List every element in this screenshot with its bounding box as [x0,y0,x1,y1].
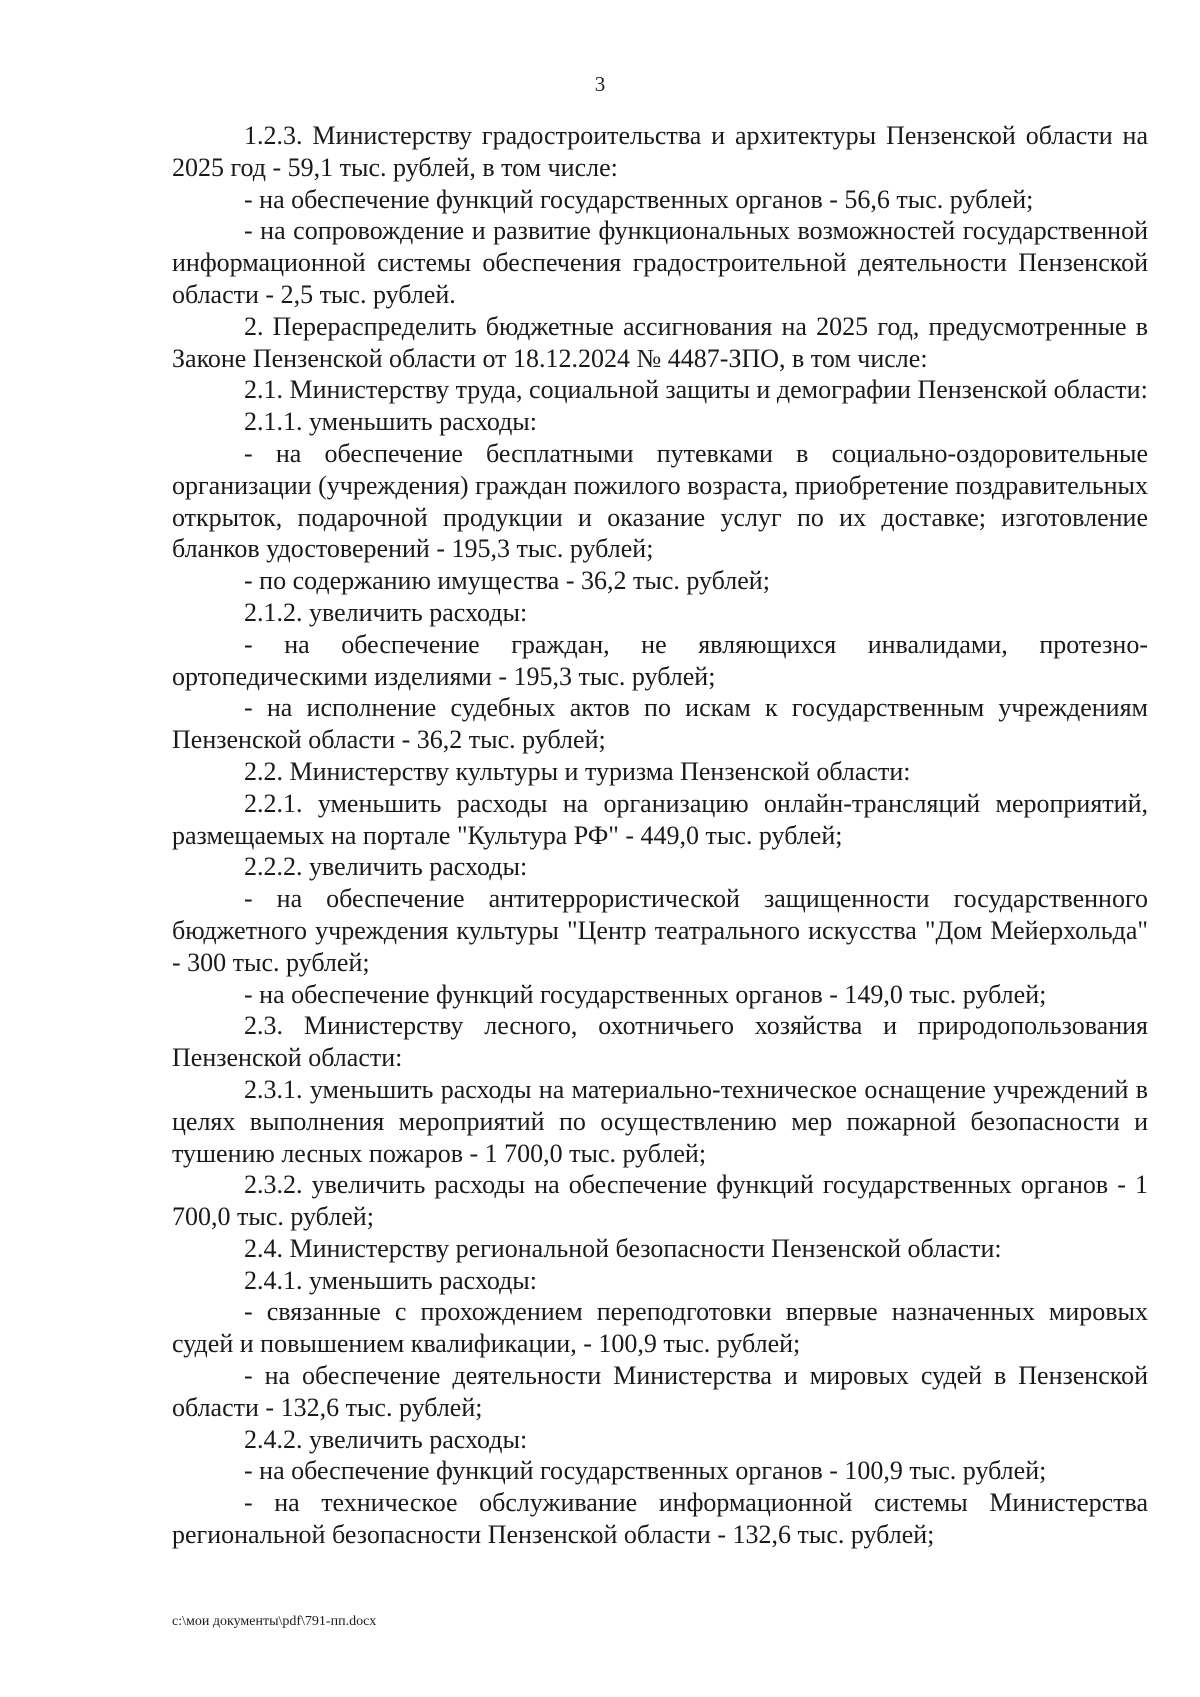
paragraph-item-state-bodies: - на обеспечение функций государственных органов - 56,6 тыс. рублей; [244,184,1034,214]
page-number: 3 [594,72,606,96]
paragraph-item-vouchers: - на обеспечение бесплатными путевками в социально-оздоровительные организации (учреждения) граждан пожилого возраста, приобретение поздравительных открыток, подарочной продукции и оказание услуг по их доставке; изготовление бланков удостоверений - 195,3 тыс. рублей; [172,438,1148,564]
paragraph-2: 2. Перераспределить бюджетные ассигнования на 2025 год, предусмотренные в Законе Пензенской области от 18.12.2024 № 4487-ЗПО, в том числе: [172,311,1148,373]
paragraph-item-prosthetics: - на обеспечение граждан, не являющихся инвалидами, протезно-ортопедическими изделиями - 195,3 тыс. рублей; [172,629,1148,691]
paragraph-2-4: 2.4. Министерству региональной безопасности Пензенской области: [244,1233,1002,1263]
paragraph-item-property: - по содержанию имущества - 36,2 тыс. рублей; [244,566,770,596]
paragraph-2-3-2: 2.3.2. увеличить расходы на обеспечение функций государственных органов - 1 700,0 тыс. рублей; [172,1170,1148,1232]
paragraph-2-1: 2.1. Министерству труда, социальной защиты и демографии Пензенской области: [244,375,1148,405]
paragraph-2-4-1: 2.4.1. уменьшить расходы: [244,1265,537,1295]
paragraph-2-3: 2.3. Министерству лесного, охотничьего хозяйства и природопользования Пензенской области: [172,1011,1148,1073]
paragraph-item-antiterror: - на обеспечение антитеррористической защищенности государственного бюджетного учреждения культуры "Центр театрального искусства "Дом Мейерхольда" - 300 тыс. рублей; [172,884,1148,977]
paragraph-item-judges-training: - связанные с прохождением переподготовки впервые назначенных мировых судей и повышением квалификации, - 100,9 тыс. рублей; [172,1297,1148,1359]
paragraph-item-court-acts: - на исполнение судебных актов по искам к государственным учреждениям Пензенской области - 36,2 тыс. рублей; [172,693,1148,755]
paragraph-2-4-2: 2.4.2. увеличить расходы: [244,1424,528,1454]
paragraph-2-1-2: 2.1.2. увеличить расходы: [244,597,528,627]
paragraph-2-1-1: 2.1.1. уменьшить расходы: [244,407,537,437]
paragraph-2-2-1: 2.2.1. уменьшить расходы на организацию онлайн-трансляций мероприятий, размещаемых на портале "Культура РФ" - 449,0 тыс. рублей; [172,788,1148,850]
paragraph-2-2-2: 2.2.2. увеличить расходы: [244,852,528,882]
paragraph-item-state-bodies-2: - на обеспечение функций государственных органов - 149,0 тыс. рублей; [244,979,1047,1009]
paragraph-2-2: 2.2. Министерству культуры и туризма Пензенской области: [244,756,911,786]
paragraph-item-info-system-maintenance: - на техническое обслуживание информационной системы Министерства региональной безопасности Пензенской области - 132,6 тыс. рублей; [172,1488,1148,1550]
paragraph-2-3-1: 2.3.1. уменьшить расходы на материально-техническое оснащение учреждений в целях выполнения мероприятий по осуществлению мер пожарной безопасности и тушению лесных пожаров - 1 700,0 тыс. рублей; [172,1074,1148,1168]
paragraph-1-2-3: 1.2.3. Министерству градостроительства и архитектуры Пензенской области на 2025 год - 59,1 тыс. рублей, в том числе: [172,121,1148,182]
paragraph-item-ministry-activity: - на обеспечение деятельности Министерства и мировых судей в Пензенской области - 132,6 тыс. рублей; [172,1361,1148,1422]
paragraph-item-info-system: - на сопровождение и развитие функциональных возможностей государственной информационной системы обеспечения градостроительной деятельности Пензенской области - 2,5 тыс. рублей. [172,216,1148,309]
footer-file-path: c:\мои документы\pdf\791-пп.docx [172,1614,377,1629]
document-body [172,120,1148,1551]
paragraph-item-state-bodies-3: - на обеспечение функций государственных органов - 100,9 тыс. рублей; [244,1456,1047,1486]
